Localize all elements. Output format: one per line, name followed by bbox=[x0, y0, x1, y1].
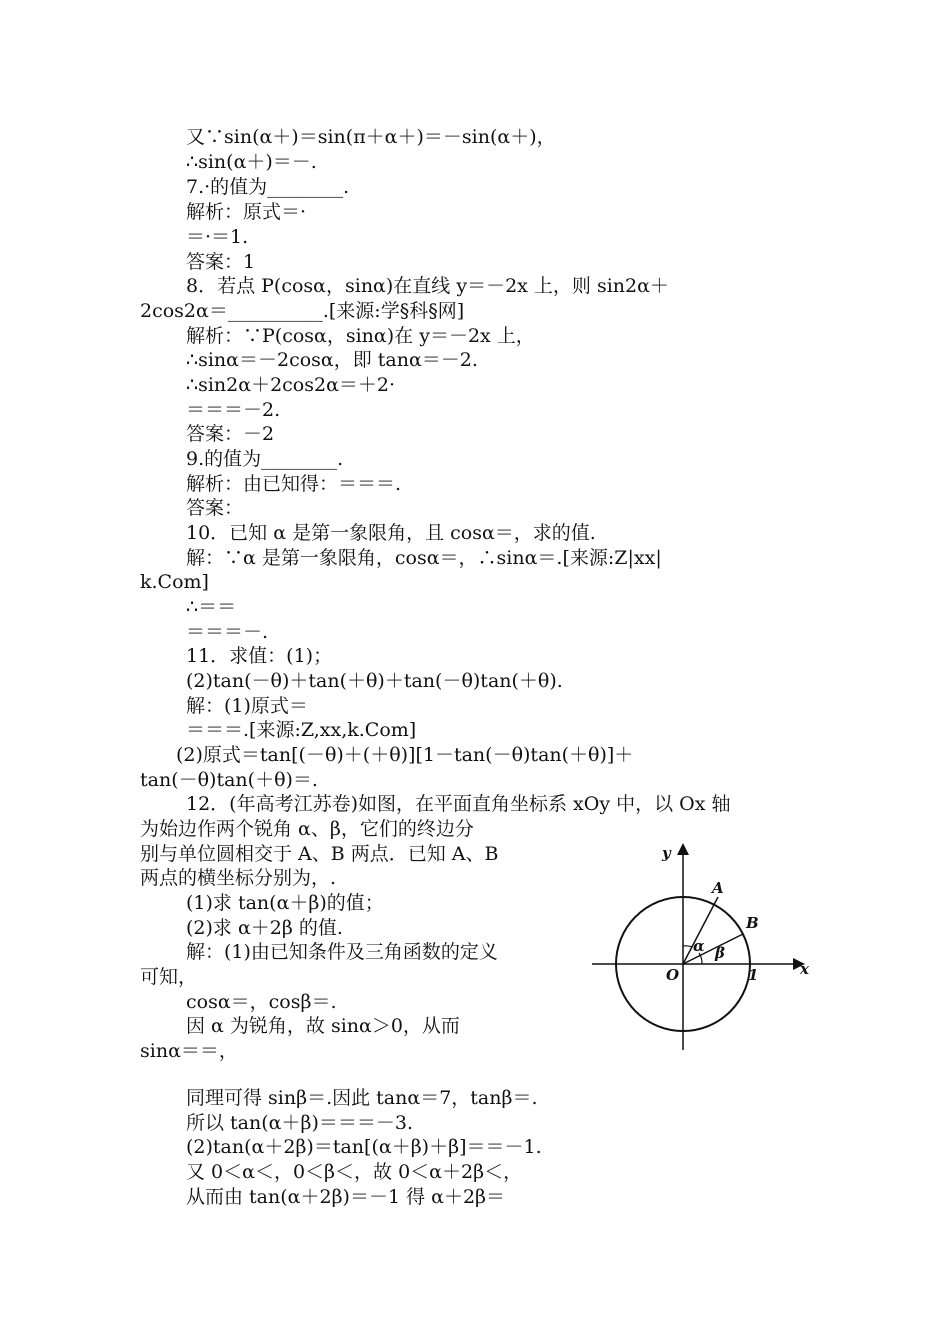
ray-b bbox=[683, 934, 743, 964]
point-a-label: A bbox=[712, 879, 724, 897]
text-line: (2)求 α＋2β 的值. bbox=[186, 917, 343, 939]
text-line: sinα＝＝， bbox=[140, 1040, 238, 1062]
text-line: 解：∵α 是第一象限角，cosα＝，∴sinα＝.[来源:Z|xx| bbox=[186, 547, 662, 569]
text-line: ＝＝＝－2. bbox=[186, 399, 281, 421]
text-line: cosα＝，cosβ＝. bbox=[186, 991, 337, 1013]
text-line: 所以 tan(α＋β)＝＝＝－3. bbox=[186, 1112, 414, 1134]
text-line: 10．已知 α 是第一象限角，且 cosα＝，求的值. bbox=[186, 522, 596, 544]
text-line: 为始边作两个锐角 α、β，它们的终边分 bbox=[140, 818, 474, 840]
unit-label: 1 bbox=[748, 966, 759, 984]
text-line: ∴＝＝ bbox=[186, 596, 237, 618]
text-line: 9.的值为________. bbox=[186, 448, 344, 470]
text-line: 答案：－2 bbox=[186, 423, 275, 445]
text-line: (1)求 tan(α＋β)的值； bbox=[186, 892, 384, 914]
text-line: 2cos2α＝__________.[来源:学§科§网] bbox=[140, 300, 465, 322]
text-line: ∴sin(α＋)＝－. bbox=[186, 151, 317, 173]
point-b-label: B bbox=[746, 914, 759, 932]
text-line: 11．求值：(1)； bbox=[186, 645, 333, 667]
text-line: (2)tan(α＋2β)＝tan[(α＋β)＋β]＝＝－1. bbox=[186, 1136, 542, 1158]
angle-beta-label: β bbox=[715, 944, 725, 962]
text-line: 解析：由已知得：＝＝＝. bbox=[186, 473, 402, 495]
y-axis-label: y bbox=[662, 844, 671, 862]
text-line: ∴sinα＝－2cosα，即 tanα＝－2. bbox=[186, 349, 478, 371]
origin-label: O bbox=[666, 966, 680, 984]
text-line: 12．(年高考江苏卷)如图，在平面直角坐标系 xOy 中，以 Ox 轴 bbox=[186, 793, 731, 815]
angle-alpha-arc bbox=[683, 946, 692, 947]
text-line: 解析：∵P(cosα，sinα)在 y＝－2x 上， bbox=[186, 325, 535, 347]
text-line: 同理可得 sinβ＝.因此 tanα＝7，tanβ＝. bbox=[186, 1087, 538, 1109]
text-line: 又 0＜α＜，0＜β＜，故 0＜α＋2β＜， bbox=[186, 1161, 523, 1183]
text-line: 答案：1 bbox=[186, 251, 256, 273]
unit-circle-figure bbox=[588, 838, 818, 1060]
text-line: 可知， bbox=[140, 966, 198, 988]
x-axis-label: x bbox=[800, 960, 809, 978]
text-line: ＝·＝1. bbox=[186, 226, 249, 248]
text-line: 答案： bbox=[186, 497, 244, 519]
angle-alpha-label: α bbox=[693, 937, 705, 955]
text-line: k.Com] bbox=[140, 571, 209, 593]
text-line: 又∵sin(α＋)＝sin(π＋α＋)＝－sin(α＋)， bbox=[186, 126, 556, 148]
text-line: 从而由 tan(α＋2β)＝－1 得 α＋2β＝ bbox=[186, 1186, 506, 1208]
text-line: 两点的横坐标分别为，. bbox=[140, 867, 337, 889]
text-line: 解析：原式＝· bbox=[186, 201, 307, 223]
text-line: ＝＝＝.[来源:Z,xx,k.Com] bbox=[186, 719, 417, 741]
text-line: 因 α 为锐角，故 sinα＞0，从而 bbox=[186, 1015, 460, 1037]
text-line: tan(－θ)tan(＋θ)＝. bbox=[140, 769, 318, 791]
text-line: 别与单位圆相交于 A、B 两点．已知 A、B bbox=[140, 843, 499, 865]
text-line: ∴sin2α＋2cos2α＝＋2· bbox=[186, 374, 396, 396]
text-line: ＝＝＝－. bbox=[186, 621, 269, 643]
text-line: 8．若点 P(cosα，sinα)在直线 y＝－2x 上，则 sin2α＋ bbox=[186, 275, 669, 297]
text-line: (2)tan(－θ)＋tan(＋θ)＋tan(－θ)tan(＋θ). bbox=[186, 670, 563, 692]
text-line: 解：(1)由已知条件及三角函数的定义 bbox=[186, 941, 498, 963]
text-line: 7.·的值为________. bbox=[186, 176, 350, 198]
text-line: 解：(1)原式＝ bbox=[186, 695, 308, 717]
text-line: (2)原式＝tan[(－θ)＋(＋θ)][1－tan(－θ)tan(＋θ)]＋ bbox=[176, 744, 634, 766]
